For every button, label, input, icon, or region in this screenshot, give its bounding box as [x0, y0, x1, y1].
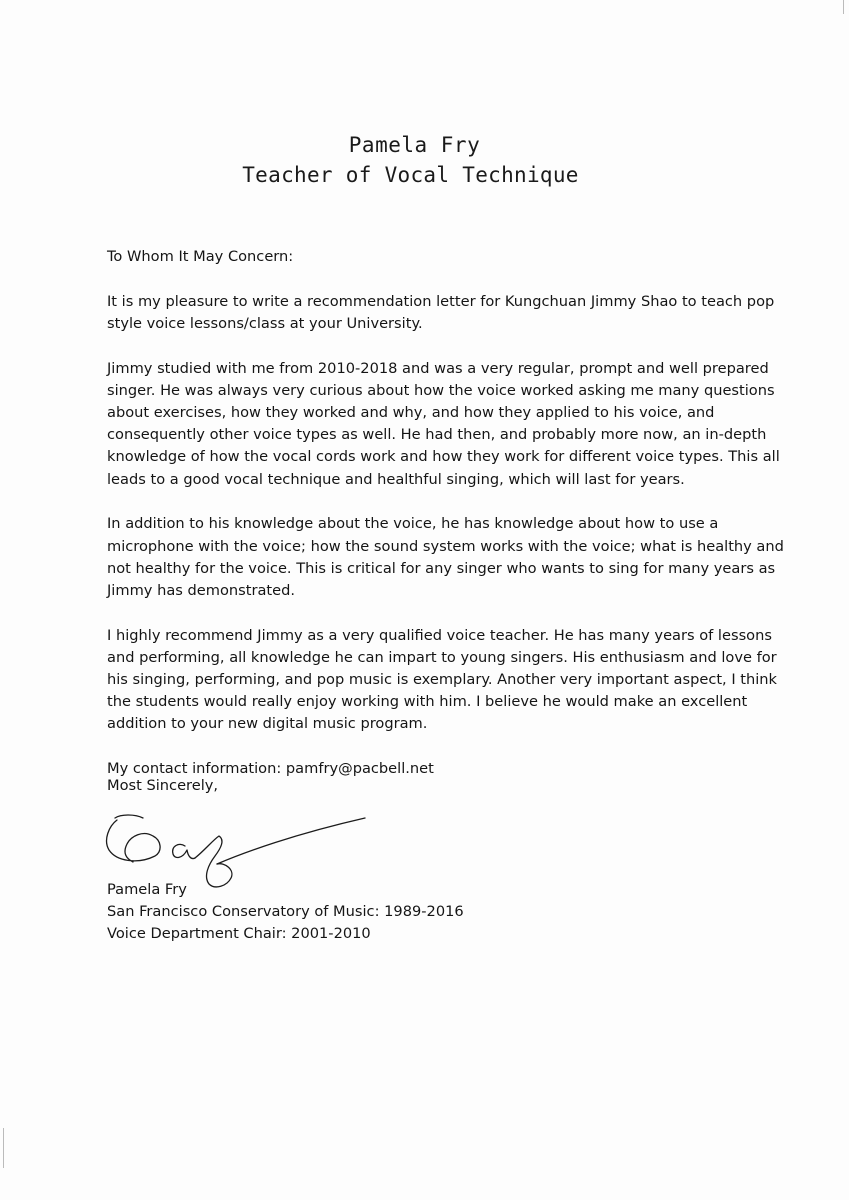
- signer-affiliation: San Francisco Conservatory of Music: 1989-2016: [107, 903, 464, 921]
- signature-block: [107, 879, 464, 946]
- scan-edge-mark: [843, 0, 844, 14]
- signer-role: Voice Department Chair: 2001-2010: [107, 925, 371, 943]
- letter-body: [107, 246, 787, 803]
- paragraph-knowledge: In addition to his knowledge about the voice, he has knowledge about how to use a microphone with the voice; how the sound system works with the voice; what is healthy and not healthy for the voice. This is critical for any singer who wants to sing for many years as Jimmy has demonstrated.: [107, 515, 784, 599]
- scan-edge-mark: [3, 1128, 4, 1168]
- letterhead-title: Teacher of Vocal Technique: [242, 163, 579, 187]
- closing: Most Sincerely,: [107, 777, 219, 794]
- letterhead: [0, 130, 849, 190]
- contact-information: My contact information: pamfry@pacbell.net: [107, 760, 434, 778]
- signer-name: Pamela Fry: [107, 881, 187, 898]
- paragraph-recommendation: I highly recommend Jimmy as a very qualified voice teacher. He has many years of lessons and performing, all knowledge he can impart to young singers. His enthusiasm and love for his singing, performing, and pop music is exemplary. Another very important aspect, I think the students would really enjoy working with him. I believe he would make an excellent addition to your new digital music program.: [107, 626, 778, 733]
- paragraph-background: Jimmy studied with me from 2010-2018 and was a very regular, prompt and well prepared singer. He was always very curious about how the voice worked asking me many questions about exercises, how they worked and why, and how they applied to his voice, and consequently other voice types as well. He had then, and probably more now, an in-depth knowledge of how the vocal cords work and how they work for different voice types. This all leads to a good vocal technique and healthful singing, which will last for years.: [107, 359, 780, 488]
- salutation: To Whom It May Concern:: [107, 248, 294, 265]
- paragraph-intro: It is my pleasure to write a recommendation letter for Kungchuan Jimmy Shao to teach pop style voice lessons/class at your University.: [107, 292, 775, 332]
- letterhead-name: Pamela Fry: [348, 133, 481, 157]
